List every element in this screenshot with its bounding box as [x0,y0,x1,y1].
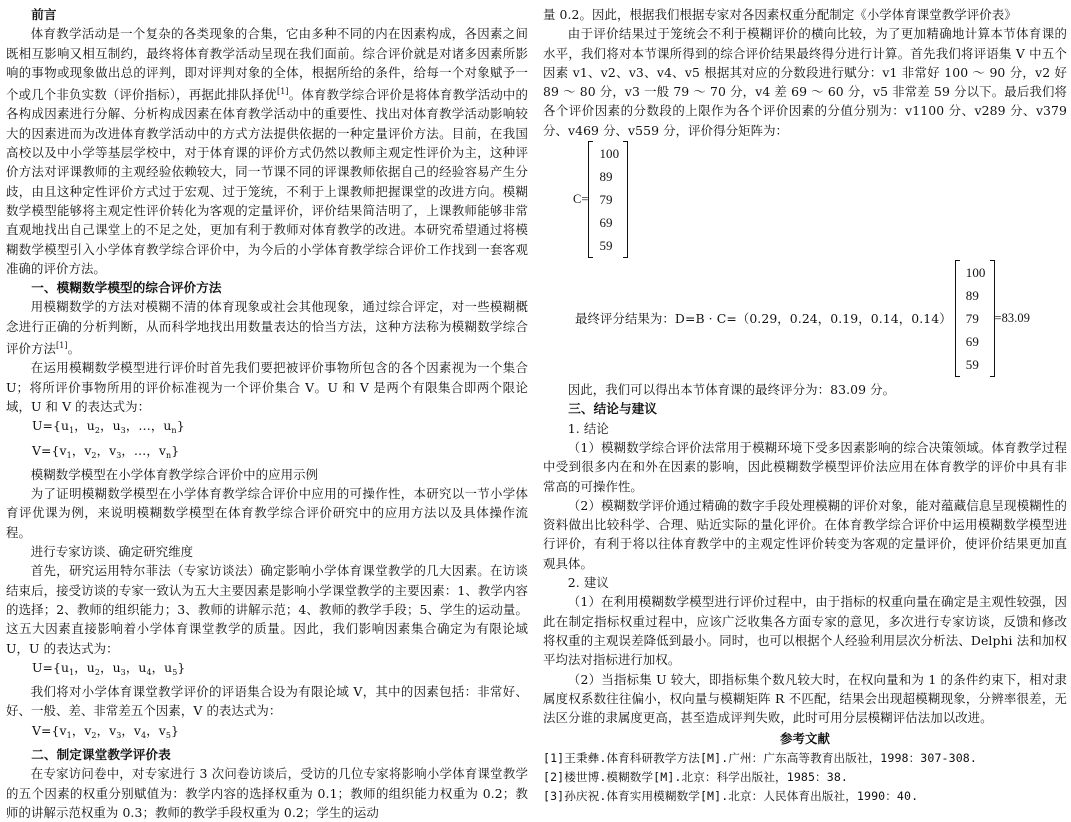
paragraph-scoring: 由于评价结果过于笼统会不利于模糊评价的横向比较，为了更加精确地计算本节体育课的水平，我们将对本节课所得到的综合评价结果最终得分进行计算。首先我们将评语集 V 中五个因素 v1、v2、v3、v4、v5 根据其对应的分数段进行赋分：v1 非常好 100 ～ 90 分，v2 好 89 ～ 80 分，v3 一般 79 ～ 70 分，v4 差 69 ～ 60 分，v5 非常差 59 分以下。最后我们将各个评价因素的分数段的上限作为各个评价因素的分值分别为：v1100 分、v289 分、v379 分、v469 分、v559 分，评价得分矩阵为： [543,26,1067,138]
method-def-tail: 。 [67,341,81,357]
reference-item: [3]孙庆祝.体育实用模糊数学[M].北京：人民体育出版社，1990：40. [543,789,919,804]
paragraph-factors: 首先，研究运用特尔菲法（专家访谈法）确定影响小学体育课堂教学的几大因素。在访谈结束后，接受访谈的专家一致认为五大主要因素是影响小学课堂教学的主要因素：1、教学内容的选择；2、教师的组织能力；3、教师的讲解示范；4、教师的教学手段；5、学生的运动量。这五大因素直接影响着小学体育课堂教学的质量。因此，我们影响因素集合确定为有限论域 U，U 的表达式为： [6,563,528,656]
equation-v-set: $V=\{v_1$，$v_2$，$v_3$，…，$v_n$} [32,442,180,460]
matrix-c-label: C= [573,191,589,206]
paragraph-method-def [6,297,528,358]
paragraph-conclusion-1: （1）模糊数学综合评价法常用于模糊环境下受多因素影响的综合决策领域。体育教学过程中受到很多内在和外在因素的影响，因此模糊数学模型评价法应用在体育教学的评价中具有非常高的可操作性。 [543,439,1067,494]
citation-1b: [1] [55,341,68,351]
matrix-cell: 69 [965,334,979,350]
citation-1: [1] [276,87,289,97]
paragraph-example: 为了证明模糊数学模型在小学体育教学综合评价中应用的可操作性，本研究以一节小学体育评优课为例，来说明模糊数学模型在体育教学综合评价研究中的应用方法以及具体操作流程。 [6,486,528,540]
matrix-cell: 89 [599,169,613,185]
paragraph-final-score: 因此，我们可以得出本节体育课的最终评分为：83.09 分。 [567,382,896,398]
matrix-cell: 79 [599,192,613,208]
paragraph-weights-cont: 量 0.2。因此，根据我们根据专家对各因素权重分配制定《小学体育课堂教学评价表》 [543,7,1017,22]
matrix-cell: 100 [965,265,986,281]
matrix-cell: 79 [965,311,979,327]
reference-item: [2]楼世博.模糊数学[M].北京：科学出版社，1985：38. [543,770,848,785]
subheading-conclusion: 1. 结论 [567,420,609,436]
matrix-cell: 100 [599,146,620,162]
heading-preface: 前言 [31,7,57,22]
final-score-result: =83.09 [994,310,1030,325]
subheading-suggestion: 2. 建议 [567,575,609,591]
paragraph-comments: 我们将对小学体育课堂教学评价的评语集合设为有限论域 V，其中的因素包括：非常好、好、一般、差、非常差五个因素，V 的表达式为： [6,684,528,719]
right-column [543,5,1067,807]
matrix-c-final [955,261,995,376]
matrix-cell: 59 [965,357,979,373]
matrix-c-block [573,142,1067,257]
paragraph-sets: 在运用模糊数学模型进行评价时首先我们要把被评价事物所包含的各个因素视为一个集合 U；将所评价事物所用的评价标准视为一个评价集合 V。U 和 V 是两个有限集合即两个限论域，U 和 V 的表达式为： [6,360,528,414]
equation-u-factors: $U=\{u_1$，$u_2$，$u_3$，$u_4$，$u_5$} [32,659,186,677]
paragraph-suggestion-1: （1）在利用模糊数学模型进行评价过程中，由于指标的权重向量在确定是主观性较强，因此在制定指标权重过程中，应该广泛收集各方面专家的意见，多次进行专家访谈，反馈和修改将权重的主观误差降低到最小。同时，也可以根据个人经验利用层次分析法、Delphi 法和加权平均法对指标进行加权。 [543,594,1067,668]
paragraph-intro [6,24,528,278]
method-def-text: 用模糊数学的方法对模糊不清的体育现象或社会其他现象，通过综合评定，对一些模糊概念进行正确的分析判断，从而科学地找出用数量表达的恰当方法，这种方法称为模糊数学综合评价方法 [6,299,528,357]
final-score-block [575,261,1067,376]
heading-section-2: 二、制定课堂教学评价表 [31,746,171,762]
intro-text-tail: 。体育教学综合评价是将体育教学活动中的各构成因素进行分解、分析构成因素在体育教学活动中的重要性、找出对体育教学活动影响较大的因素进而为改进体育教学活动中的方式方法提供依据的一种定量评价方法。目前，在我国高校以及中小学等基层学校中，对于体育课的评价方式仍然以教师主观定性评价为主，这种评价方法对评课教师的主观经验依赖较大，同一节课不同的评课教师依据自己的经验容易产生分歧，由且这种定性评价方式过于宏观、过于笼统，不利于上课教师把握课堂的改进方向。模糊数学模型能够将主观定性评价转化为客观的定量评价，评价结果简洁明了，上课教师能够非常直观地找出自己课堂上的不足之处，更加有利于教师对体育教学的改进。本研究希望通过将模糊数学模型引入小学体育教学综合评价中，为今后的小学体育教学综合评价工作找到一套客观准确的评价方法。 [6,87,529,276]
heading-section-1: 一、模糊数学模型的综合评价方法 [31,280,222,296]
eq-u-start: U={u [32,418,70,434]
reference-item: [1]王秉彝.体育科研教学方法[M].广州：广东高等教育出版社，1998：307-308. [543,750,977,765]
equation-u-set: $U=\{u_1$，$u_2$，$u_3$，…，$u_n$} [32,418,185,436]
matrix-c [588,142,628,257]
paragraph-example-title: 模糊数学模型在小学体育教学综合评价中的应用示例 [30,466,319,482]
paragraph-conclusion-2: （2）模糊数学评价通过精确的数字手段处理模糊的评价对象，能对蕴藏信息呈现模糊性的资料做出比较科学、合理、贴近实际的量化评价。在体育教学综合评价中运用模糊数学模型进行评价，有利于将以往体育教学中的主观定性评价转变为客观的定量评价，使评价结果更加直观具体。 [543,497,1067,571]
equation-v-factors: $V=\{v_1$，$v_2$，$v_3$，$v_4$，$v_5$} [32,722,179,740]
intro-text: 体育教学活动是一个复杂的各类现象的合集，它由多种不同的内在因素构成，各因素之间既相互影响又相互制约，最终将体育教学活动呈现在我们面前。综合评价就是对诸多因素所影响的事物或现象做出总的评判，即对评判对象的全体，根据所给的条件，给每一个对象赋予一个或几个非负实数（评价指标），再据此排队择优 [6,26,528,103]
final-score-formula: 最终评分结果为：D=B · C=（0.29，0.24，0.19，0.14，0.14） [575,310,952,326]
paragraph-interview: 进行专家访谈、确定研究维度 [30,544,194,560]
paragraph-suggestion-2: （2）当指标集 U 较大，即指标集个数凡较大时，在权向量和为 1 的条件约束下，相对隶属度权系数往往偏小，权向量与模糊矩阵 R 不匹配，结果会出现超模糊现象，分辨率很差，无法区分谁的隶属度更高，甚至造成评判失败，此时可用分层模糊评估法加以改进。 [543,671,1067,726]
eq-v-start: V={v [32,442,67,458]
references-title: 参考文献 [780,731,830,747]
left-column [6,5,528,822]
matrix-cell: 59 [599,238,613,254]
matrix-cell: 69 [599,215,613,231]
matrix-cell: 89 [965,288,979,304]
heading-section-3: 三、结论与建议 [568,401,658,417]
paragraph-weights: 在专家访问卷中，对专家进行 3 次问卷访谈后，受访的几位专家将影响小学体育课堂教学的五个因素的权重分别赋值为：教学内容的选择权重为 0.1；教师的组织能力权重为 0.2；教师的讲解示范权重为 0.3；教师的教学手段权重为 0.2；学生的运动 [6,766,528,820]
